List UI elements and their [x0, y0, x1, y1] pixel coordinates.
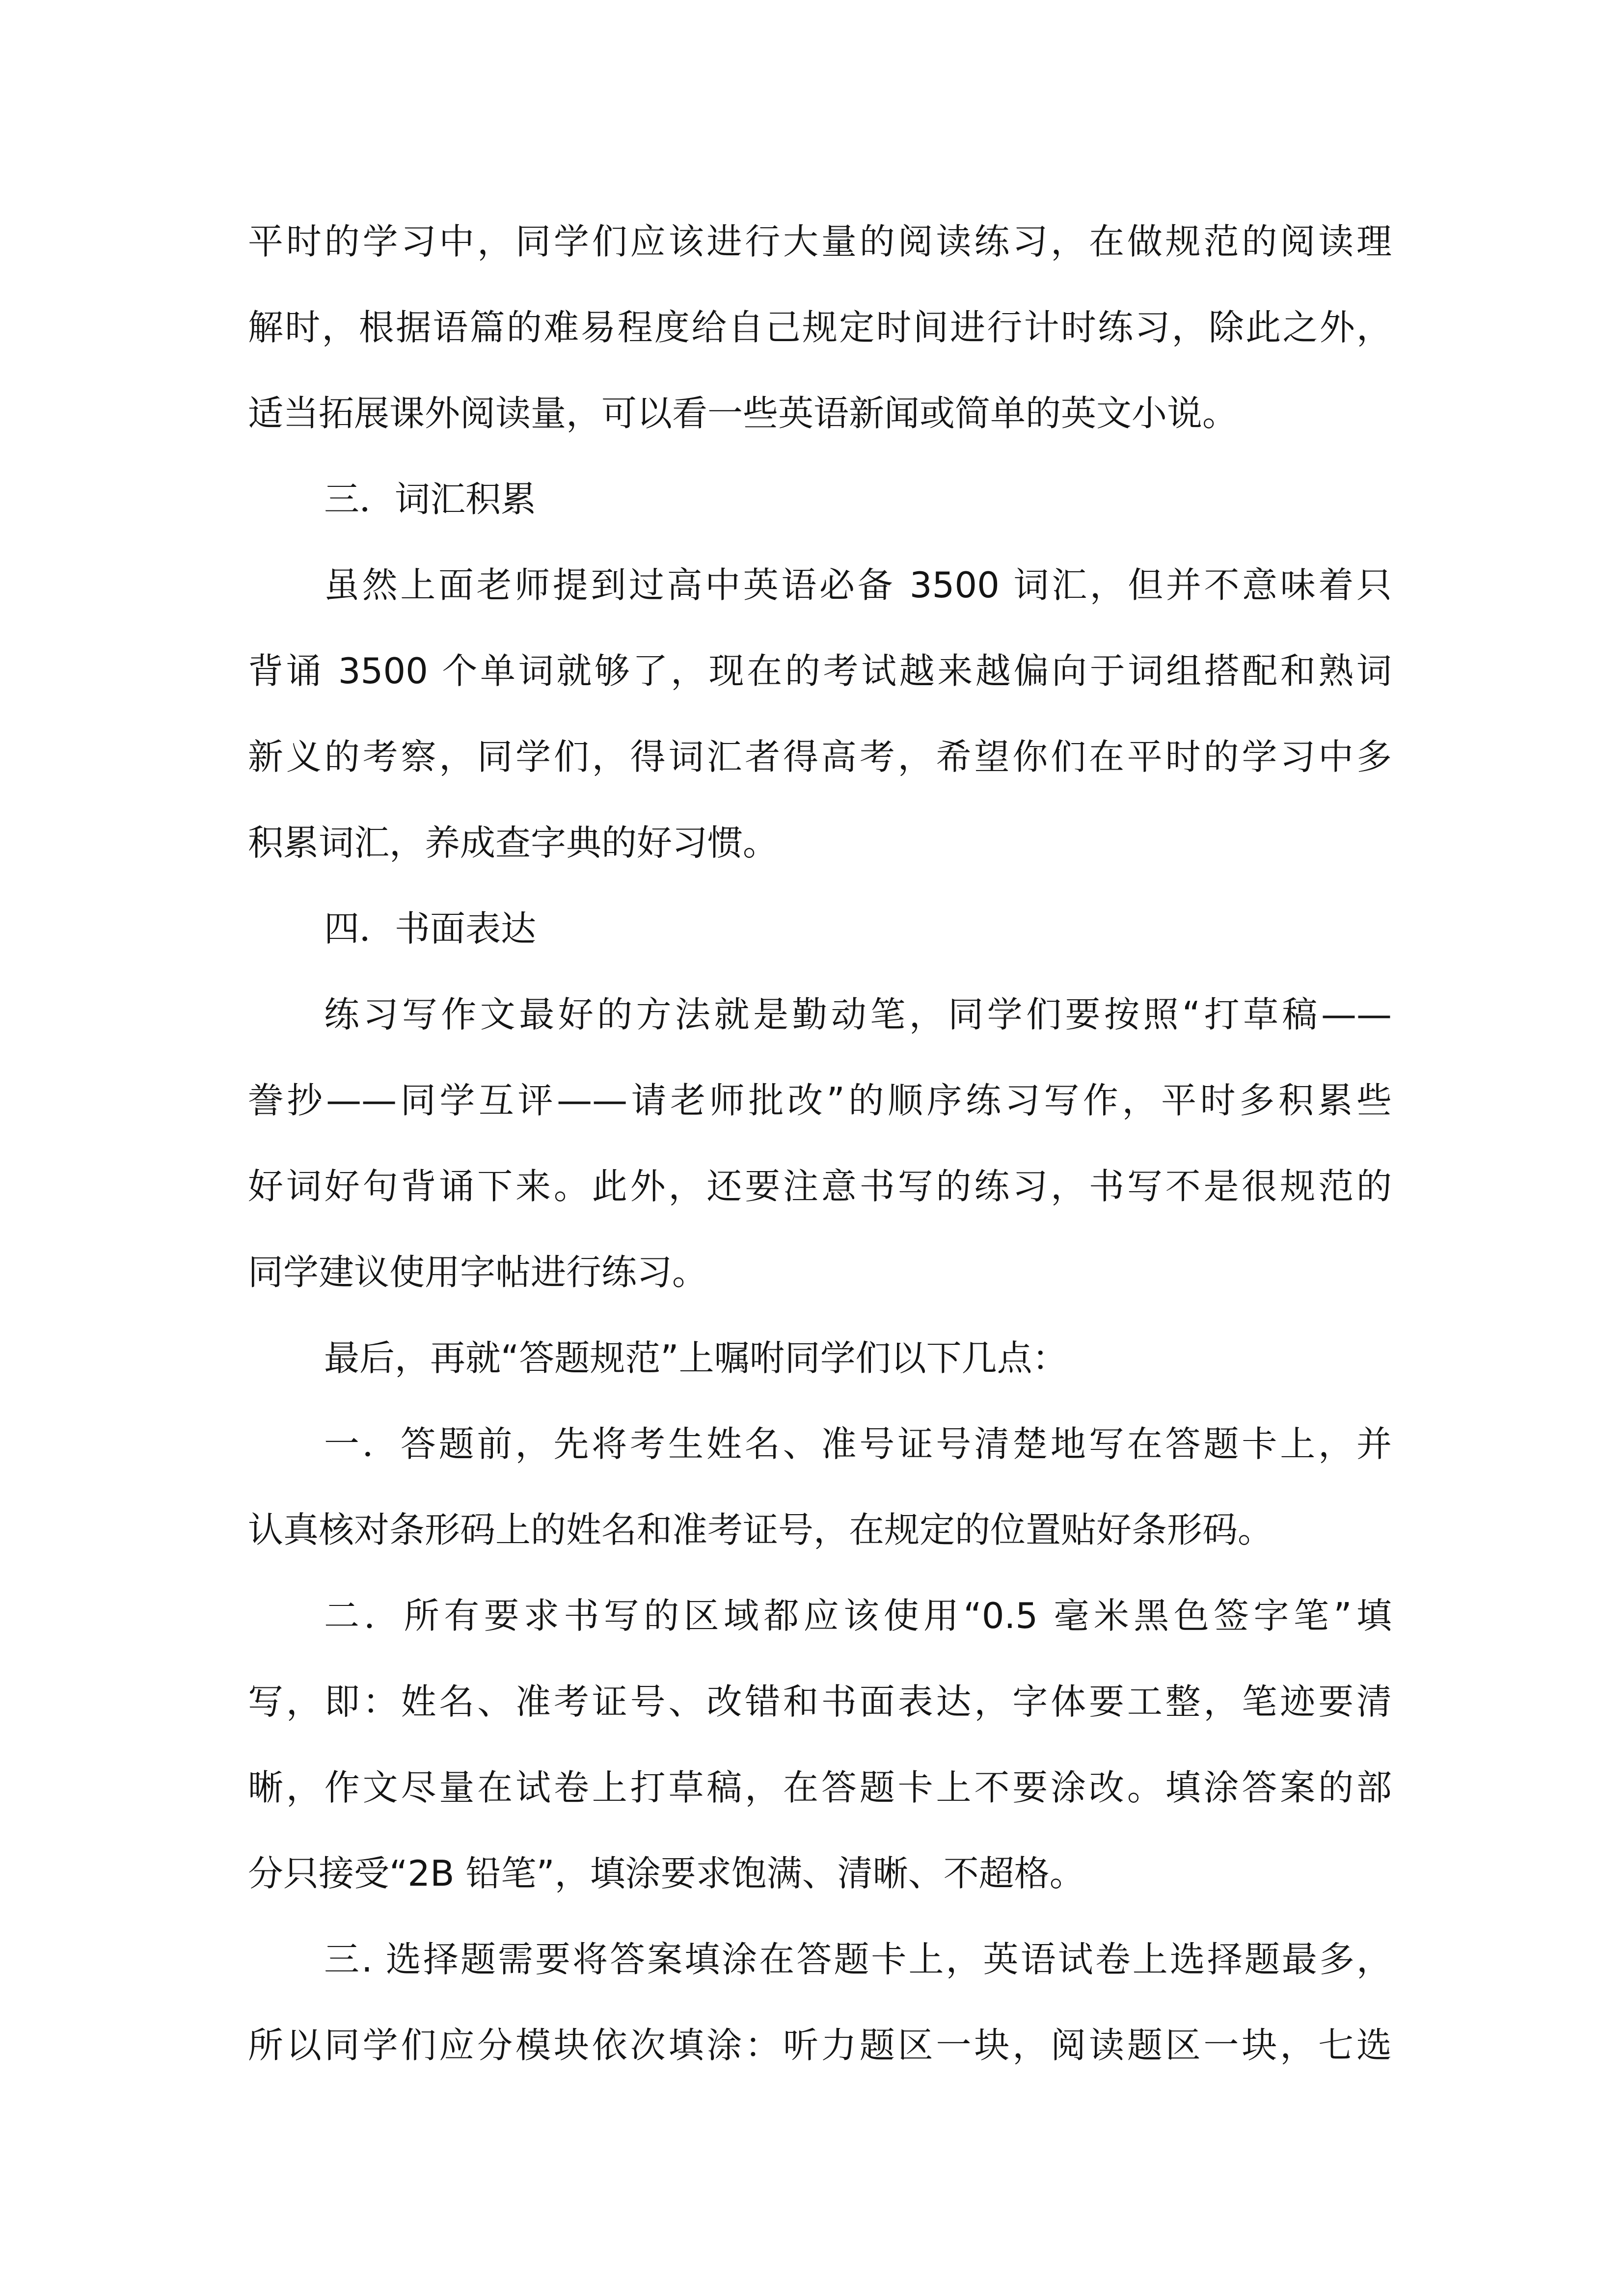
paragraph-line: 认真核对条形码上的姓名和准考证号，在规定的位置贴好条形码。 [248, 1509, 1273, 1550]
paragraph-line: 平时的学习中，同学们应该进行大量的阅读练习，在做规范的阅读理 [248, 221, 1392, 262]
paragraph-line: 晰，作文尽量在试卷上打草稿，在答题卡上不要涂改。填涂答案的部 [248, 1767, 1392, 1808]
paragraph-line: 同学建议使用字帖进行练习。 [248, 1252, 708, 1293]
section-heading: 三．词汇积累 [324, 479, 537, 520]
paragraph-line: 新义的考察，同学们，得词汇者得高考，希望你们在平时的学习中多 [248, 736, 1392, 777]
paragraph-line: 练习写作文最好的方法就是勤动笔，同学们要按照“打草稿—— [324, 994, 1392, 1035]
paragraph-line: 二．所有要求书写的区域都应该使用“0.5 毫米黑色签字笔”填 [324, 1595, 1392, 1636]
paragraph-line: 解时，根据语篇的难易程度给自己规定时间进行计时练习，除此之外， [248, 307, 1392, 348]
paragraph-line: 积累词汇，养成查字典的好习惯。 [248, 822, 779, 863]
paragraph-line: 虽然上面老师提到过高中英语必备 3500 词汇，但并不意味着只 [324, 564, 1392, 606]
paragraph-line: 好词好句背诵下来。此外，还要注意书写的练习，书写不是很规范的 [248, 1166, 1392, 1207]
paragraph-line: 最后，再就“答题规范”上嘱咐同学们以下几点： [324, 1337, 1068, 1379]
paragraph-line: 誊抄——同学互评——请老师批改”的顺序练习写作，平时多积累些 [248, 1080, 1392, 1121]
paragraph-line: 背诵 3500 个单词就够了，现在的考试越来越偏向于词组搭配和熟词 [248, 650, 1392, 692]
paragraph-line: 分只接受“2B 铅笔”，填涂要求饱满、清晰、不超格。 [248, 1853, 1085, 1894]
paragraph-line: 写，即：姓名、准考证号、改错和书面表达，字体要工整，笔迹要清 [248, 1681, 1392, 1722]
paragraph-line: 三. 选择题需要将答案填涂在答题卡上，英语试卷上选择题最多， [324, 1939, 1392, 1980]
paragraph-line: 一．答题前，先将考生姓名、准号证号清楚地写在答题卡上，并 [324, 1423, 1392, 1465]
paragraph-line: 所以同学们应分模块依次填涂：听力题区一块，阅读题区一块，七选 [248, 2025, 1392, 2066]
section-heading: 四．书面表达 [324, 908, 537, 949]
paragraph-line: 适当拓展课外阅读量，可以看一些英语新闻或简单的英文小说。 [248, 393, 1238, 434]
